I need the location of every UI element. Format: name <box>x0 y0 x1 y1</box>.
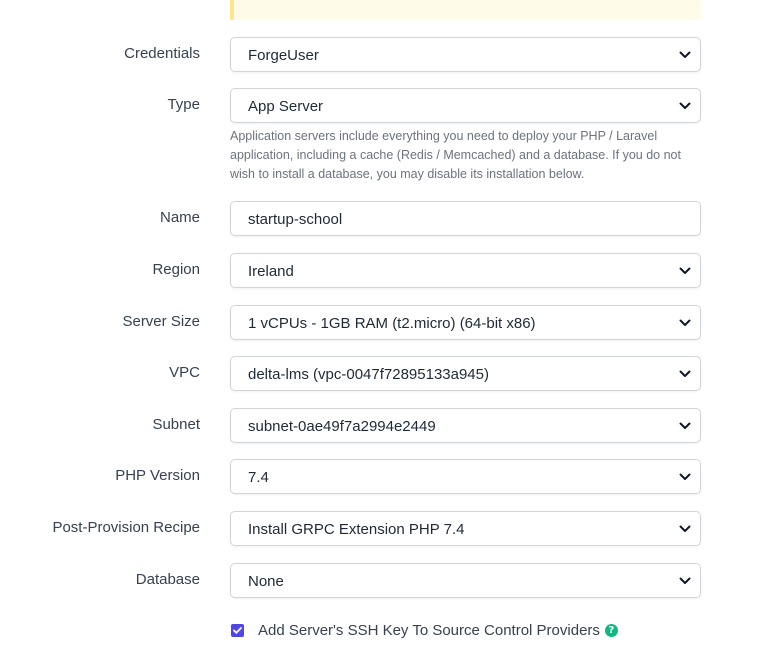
php-version-select[interactable] <box>230 459 701 494</box>
question-circle-icon[interactable]: ? <box>605 624 618 637</box>
type-value: App Server <box>248 98 324 115</box>
ssh-key-label[interactable]: Add Server's SSH Key To Source Control Providers <box>258 622 600 639</box>
credentials-value: ForgeUser <box>248 47 319 64</box>
recipe-label: Post-Provision Recipe <box>52 519 200 536</box>
name-label: Name <box>159 209 200 226</box>
checkmark-icon <box>233 627 242 634</box>
region-select[interactable] <box>230 253 701 288</box>
chevron-down-icon <box>670 564 700 597</box>
type-help-line: wish to install a database, you may disable its installation below. <box>230 167 585 181</box>
type-help-text <box>230 127 710 184</box>
vpc-label: VPC <box>169 364 200 381</box>
chevron-down-icon <box>670 357 700 390</box>
subnet-select[interactable] <box>230 408 701 443</box>
type-help-line: application, including a cache (Redis / Memcached) and a database. If you do not <box>230 148 681 162</box>
credentials-select[interactable] <box>230 37 701 72</box>
ssh-key-option <box>230 622 618 639</box>
vpc-value: delta-lms (vpc-0047f72895133a945) <box>248 366 489 383</box>
subnet-label: Subnet <box>152 416 200 433</box>
server-size-value: 1 vCPUs - 1GB RAM (t2.micro) (64-bit x86) <box>248 315 536 332</box>
ssh-key-checkbox[interactable] <box>231 624 244 637</box>
vpc-select[interactable] <box>230 356 701 391</box>
type-label: Type <box>167 96 200 113</box>
chevron-down-icon <box>670 306 700 339</box>
region-label: Region <box>152 261 200 278</box>
database-value: None <box>248 573 284 590</box>
database-label: Database <box>135 571 200 588</box>
chevron-down-icon <box>670 460 700 493</box>
php-version-label: PHP Version <box>115 467 200 484</box>
server-size-label: Server Size <box>122 313 200 330</box>
chevron-down-icon <box>670 512 700 545</box>
chevron-down-icon <box>670 409 700 442</box>
php-version-value: 7.4 <box>248 469 269 486</box>
database-select[interactable] <box>230 563 701 598</box>
type-help-line: Application servers include everything you need to deploy your PHP / Laravel <box>230 129 658 143</box>
recipe-value: Install GRPC Extension PHP 7.4 <box>248 521 465 538</box>
type-select[interactable] <box>230 88 701 123</box>
chevron-down-icon <box>670 38 700 71</box>
chevron-down-icon <box>670 89 700 122</box>
region-value: Ireland <box>248 263 294 280</box>
chevron-down-icon <box>670 254 700 287</box>
recipe-select[interactable] <box>230 511 701 546</box>
credentials-label: Credentials <box>124 45 200 62</box>
server-size-select[interactable] <box>230 305 701 340</box>
name-value: startup-school <box>248 211 343 228</box>
subnet-value: subnet-0ae49f7a2994e2449 <box>248 418 436 435</box>
requirements-notice <box>230 0 701 20</box>
name-input[interactable] <box>230 201 701 236</box>
